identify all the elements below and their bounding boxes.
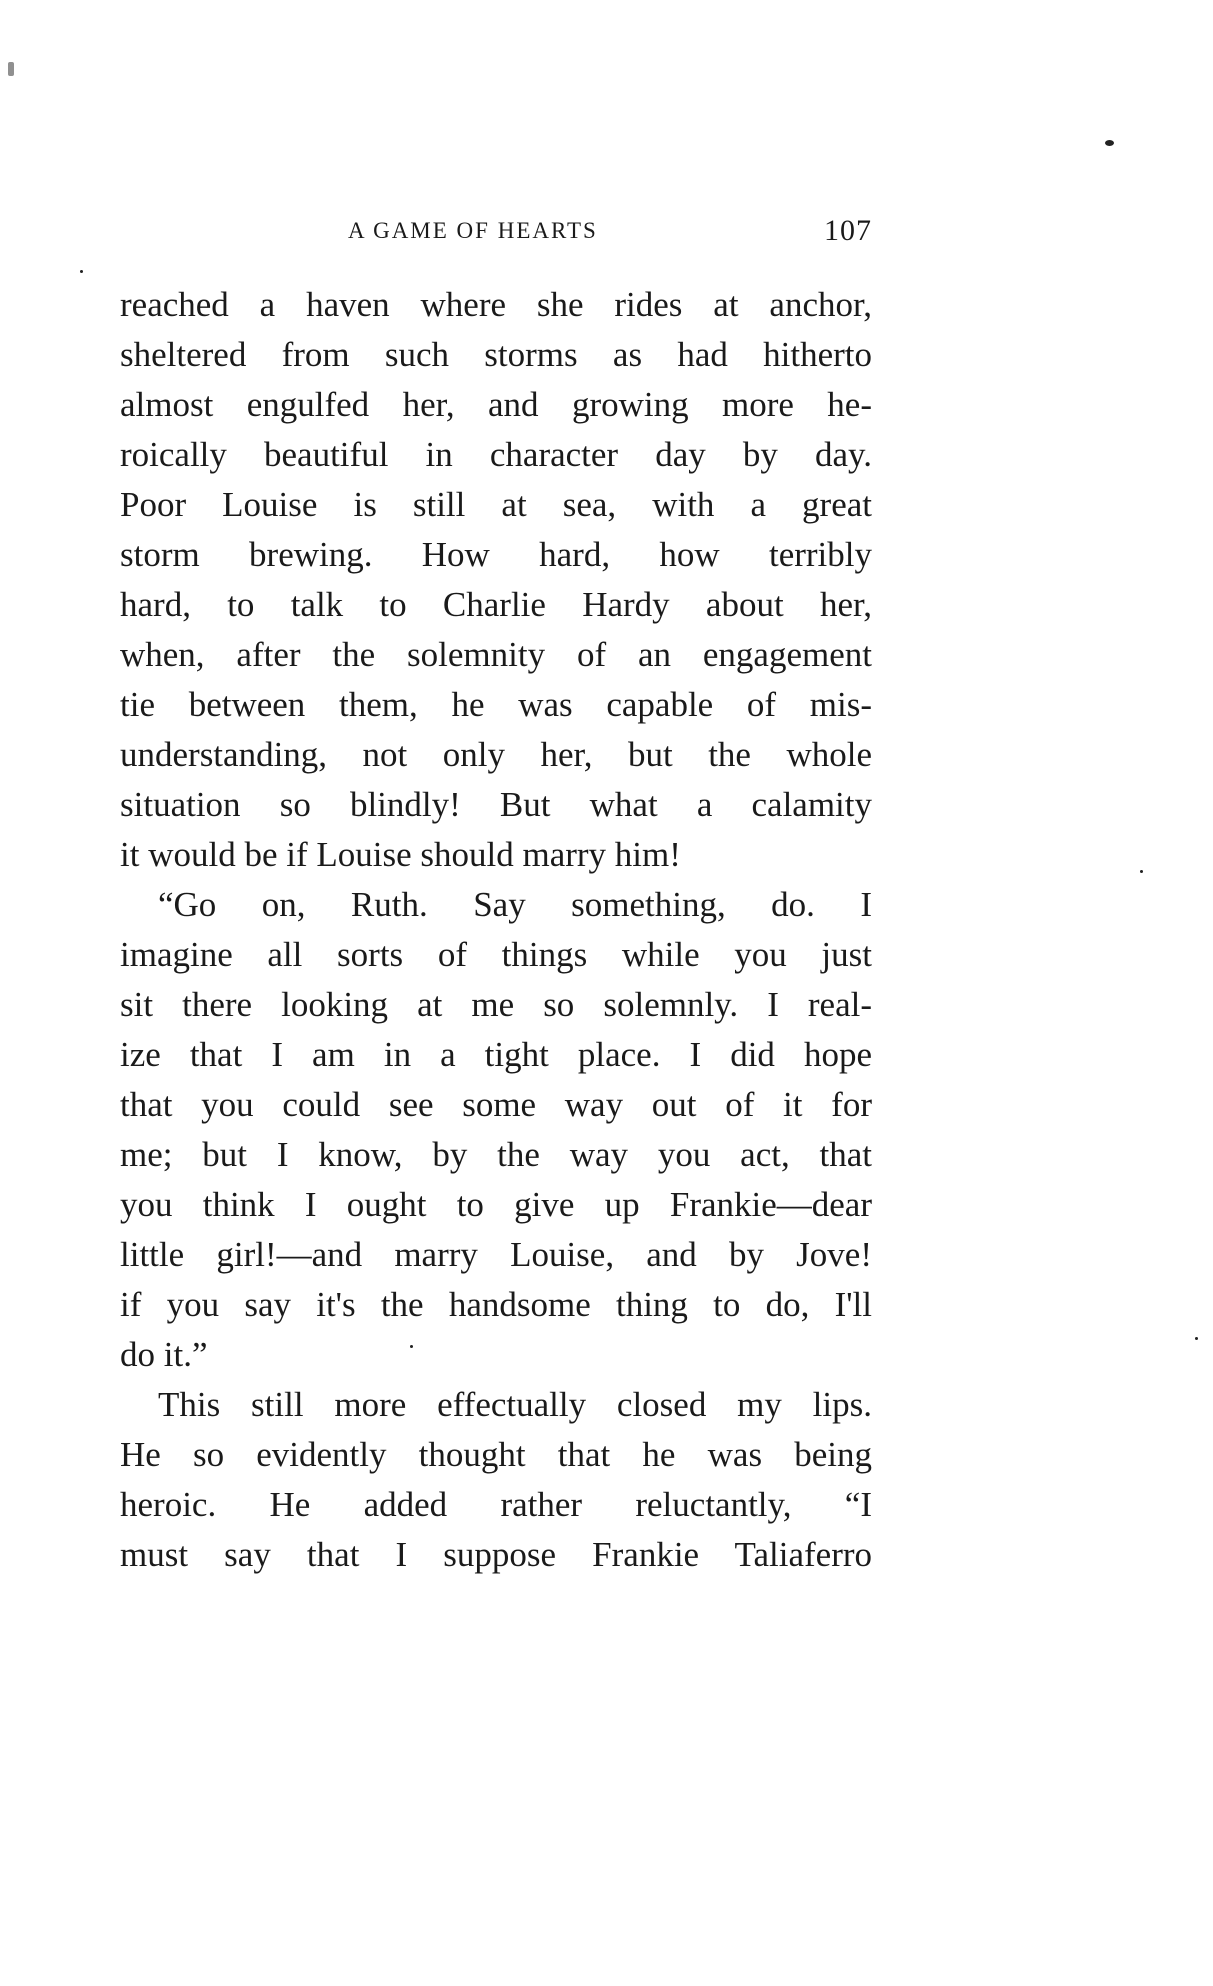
text-line: if you say it's the handsome thing to do, I'll (120, 1285, 872, 1324)
running-title: A GAME OF HEARTS (348, 218, 598, 243)
text-line: do it.” (120, 1335, 208, 1374)
ink-speck (8, 62, 14, 76)
ink-speck (410, 1345, 413, 1348)
ink-speck (80, 270, 83, 273)
text-line: you think I ought to give up Frankie—dear (120, 1185, 872, 1224)
text-line: reached a haven where she rides at anchor, (120, 285, 872, 324)
text-line: almost engulfed her, and growing more he- (120, 385, 872, 424)
ink-speck (1195, 1337, 1198, 1340)
text-line: tie between them, he was capable of mis- (120, 685, 872, 724)
ink-speck (1140, 870, 1143, 873)
text-line: “Go on, Ruth. Say something, do. I (158, 885, 872, 924)
text-line: that you could see some way out of it for (120, 1085, 872, 1124)
text-line: when, after the solemnity of an engagement (120, 635, 872, 674)
ink-speck (1105, 140, 1114, 146)
text-line: hard, to talk to Charlie Hardy about her, (120, 585, 872, 624)
page-number: 107 (824, 214, 872, 247)
text-line: ize that I am in a tight place. I did hope (120, 1035, 872, 1074)
text-line: it would be if Louise should marry him! (120, 835, 681, 874)
text-line: imagine all sorts of things while you just (120, 935, 872, 974)
running-head (120, 214, 872, 254)
text-line: He so evidently thought that he was being (120, 1435, 872, 1474)
text-line: heroic. He added rather reluctantly, “I (120, 1485, 872, 1524)
body-text (120, 280, 872, 1580)
text-line: sheltered from such storms as had hitherto (120, 335, 872, 374)
text-line: sit there looking at me so solemnly. I real- (120, 985, 872, 1024)
text-line: Poor Louise is still at sea, with a great (120, 485, 872, 524)
text-line: little girl!—and marry Louise, and by Jove! (120, 1235, 872, 1274)
text-line: This still more effectually closed my lips. (158, 1385, 872, 1424)
text-line: roically beautiful in character day by day. (120, 435, 872, 474)
text-line: must say that I suppose Frankie Taliaferro (120, 1535, 872, 1574)
text-line: me; but I know, by the way you act, that (120, 1135, 872, 1174)
text-line: situation so blindly! But what a calamity (120, 785, 872, 824)
text-line: understanding, not only her, but the whole (120, 735, 872, 774)
text-line: storm brewing. How hard, how terribly (120, 535, 872, 574)
